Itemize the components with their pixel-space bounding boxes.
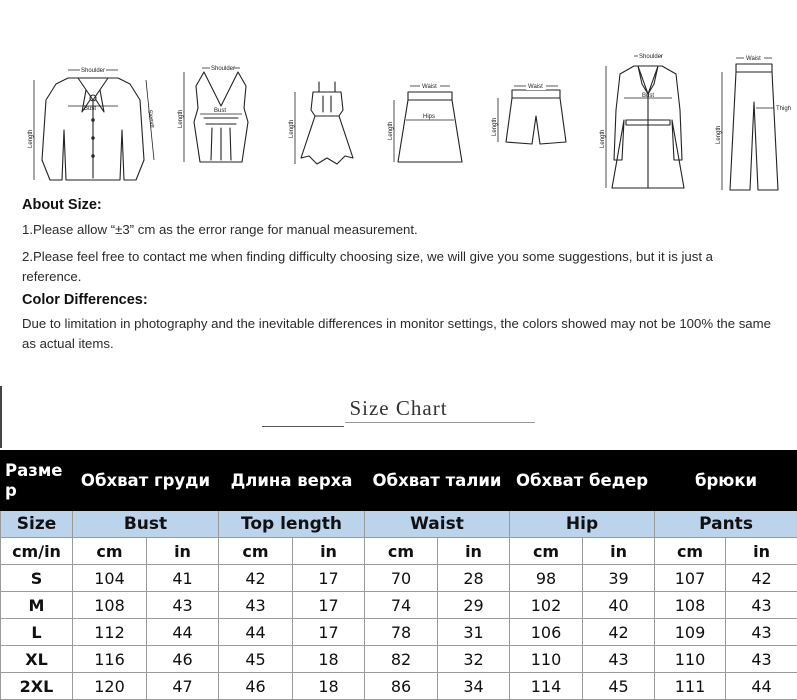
length-label: Length	[28, 130, 34, 148]
about-line-1: 1.Please allow “±3” cm as the error range for manual measurement.	[22, 220, 418, 240]
length-label: Length	[178, 110, 184, 128]
table-cell: 42	[726, 565, 797, 592]
size-chart	[0, 378, 797, 699]
table-cell: 106	[510, 619, 583, 646]
table-cell: 43	[726, 592, 797, 619]
length-label: Length	[600, 130, 606, 148]
table-cell: 110	[655, 646, 726, 673]
table-cell: 111	[655, 673, 726, 700]
table-cell: 44	[147, 619, 219, 646]
table-cell: 43	[147, 592, 219, 619]
length-label: Length	[388, 122, 394, 140]
table-cell: 43	[726, 646, 797, 673]
header-size: Size	[1, 511, 73, 538]
shoulder-label: Shoulder	[81, 68, 105, 74]
table-cell: 42	[219, 565, 293, 592]
unit-cm: cm	[73, 538, 147, 565]
bust-label: Bust	[214, 108, 226, 114]
table-cell: 17	[293, 619, 365, 646]
pants-diagram	[706, 52, 796, 197]
table-row	[1, 592, 797, 619]
russian-header-row	[1, 451, 797, 511]
shoulder-label: Shoulder	[639, 54, 663, 60]
table-row	[1, 565, 797, 592]
table-cell: 46	[219, 673, 293, 700]
size-cell: 2XL	[1, 673, 73, 700]
skirt-diagram	[390, 78, 470, 170]
header-pants: Pants	[655, 511, 797, 538]
ru-header-hip: Обхват бедер	[510, 451, 655, 511]
header-bust: Bust	[73, 511, 219, 538]
blouse-diagram	[28, 60, 158, 190]
table-row	[1, 673, 797, 700]
table-cell: 45	[219, 646, 293, 673]
hips-label: Hips	[423, 114, 435, 120]
color-differences-heading: Color Differences:	[22, 290, 148, 310]
table-row	[1, 646, 797, 673]
bust-label: Bust	[84, 106, 96, 112]
garment-illustrations	[0, 40, 797, 200]
length-label: Length	[289, 120, 295, 138]
thigh-label: Thigh	[776, 106, 791, 112]
unit-label: cm/in	[1, 538, 73, 565]
length-label: Length	[492, 118, 498, 136]
unit-cm: cm	[219, 538, 293, 565]
table-cell: 34	[438, 673, 510, 700]
unit-in: in	[147, 538, 219, 565]
bust-label: Bust	[642, 93, 654, 99]
table-cell: 43	[726, 619, 797, 646]
table-cell: 102	[510, 592, 583, 619]
table-cell: 107	[655, 565, 726, 592]
sleeve-label: Sleeve	[146, 109, 155, 129]
table-cell: 18	[293, 673, 365, 700]
table-cell: 43	[583, 646, 655, 673]
size-cell: S	[1, 565, 73, 592]
english-header-row	[1, 511, 797, 538]
header-top-length: Top length	[219, 511, 365, 538]
table-cell: 70	[365, 565, 438, 592]
table-cell: 46	[147, 646, 219, 673]
table-cell: 32	[438, 646, 510, 673]
table-cell: 108	[73, 592, 147, 619]
table-cell: 41	[147, 565, 219, 592]
table-cell: 28	[438, 565, 510, 592]
size-chart-header	[0, 378, 797, 448]
title-underline	[262, 426, 344, 427]
table-cell: 17	[293, 565, 365, 592]
table-cell: 116	[73, 646, 147, 673]
shorts-diagram	[490, 80, 580, 160]
size-chart-title: Size Chart	[0, 396, 797, 421]
table-cell: 17	[293, 592, 365, 619]
ru-header-pants: брюки	[655, 451, 797, 511]
color-differences-text: Due to limitation in photography and the inevitable differences in monitor settings, the colors showed may not be 100% the same as actual items.	[22, 314, 772, 354]
unit-in: in	[726, 538, 797, 565]
dress-diagram	[287, 78, 367, 170]
unit-cm: cm	[655, 538, 726, 565]
waist-label: Waist	[528, 84, 543, 90]
table-cell: 44	[726, 673, 797, 700]
table-cell: 43	[219, 592, 293, 619]
unit-cm: cm	[510, 538, 583, 565]
table-cell: 78	[365, 619, 438, 646]
ru-header-top-length: Длина верха	[219, 451, 365, 511]
about-line-2: 2.Please feel free to contact me when finding difficulty choosing size, we will give you some suggestions, but it is just a reference.	[22, 247, 772, 287]
waist-label: Waist	[422, 84, 437, 90]
table-cell: 86	[365, 673, 438, 700]
size-cell: L	[1, 619, 73, 646]
table-cell: 18	[293, 646, 365, 673]
table-row	[1, 619, 797, 646]
waist-label: Waist	[746, 56, 761, 62]
unit-cm: cm	[365, 538, 438, 565]
table-cell: 82	[365, 646, 438, 673]
ru-header-size: Разме р	[1, 451, 73, 511]
length-label: Length	[716, 126, 722, 144]
size-table	[0, 450, 797, 700]
table-cell: 110	[510, 646, 583, 673]
table-cell: 31	[438, 619, 510, 646]
table-cell: 39	[583, 565, 655, 592]
unit-in: in	[293, 538, 365, 565]
table-cell: 42	[583, 619, 655, 646]
ru-header-bust: Обхват груди	[73, 451, 219, 511]
table-cell: 104	[73, 565, 147, 592]
unit-row	[1, 538, 797, 565]
table-cell: 120	[73, 673, 147, 700]
table-cell: 40	[583, 592, 655, 619]
table-cell: 112	[73, 619, 147, 646]
table-cell: 109	[655, 619, 726, 646]
table-cell: 74	[365, 592, 438, 619]
ru-header-waist: Обхват талии	[365, 451, 510, 511]
table-cell: 98	[510, 565, 583, 592]
header-waist: Waist	[365, 511, 510, 538]
shoulder-label: Shoulder	[211, 66, 235, 72]
table-cell: 45	[583, 673, 655, 700]
size-cell: XL	[1, 646, 73, 673]
title-underline-secondary	[345, 422, 535, 423]
unit-in: in	[583, 538, 655, 565]
table-cell: 114	[510, 673, 583, 700]
unit-in: in	[438, 538, 510, 565]
header-hip: Hip	[510, 511, 655, 538]
vest-diagram	[176, 62, 266, 172]
coat-diagram	[598, 50, 698, 195]
table-cell: 47	[147, 673, 219, 700]
table-cell: 44	[219, 619, 293, 646]
table-cell: 29	[438, 592, 510, 619]
table-cell: 108	[655, 592, 726, 619]
size-cell: M	[1, 592, 73, 619]
about-size-heading: About Size:	[22, 195, 102, 215]
